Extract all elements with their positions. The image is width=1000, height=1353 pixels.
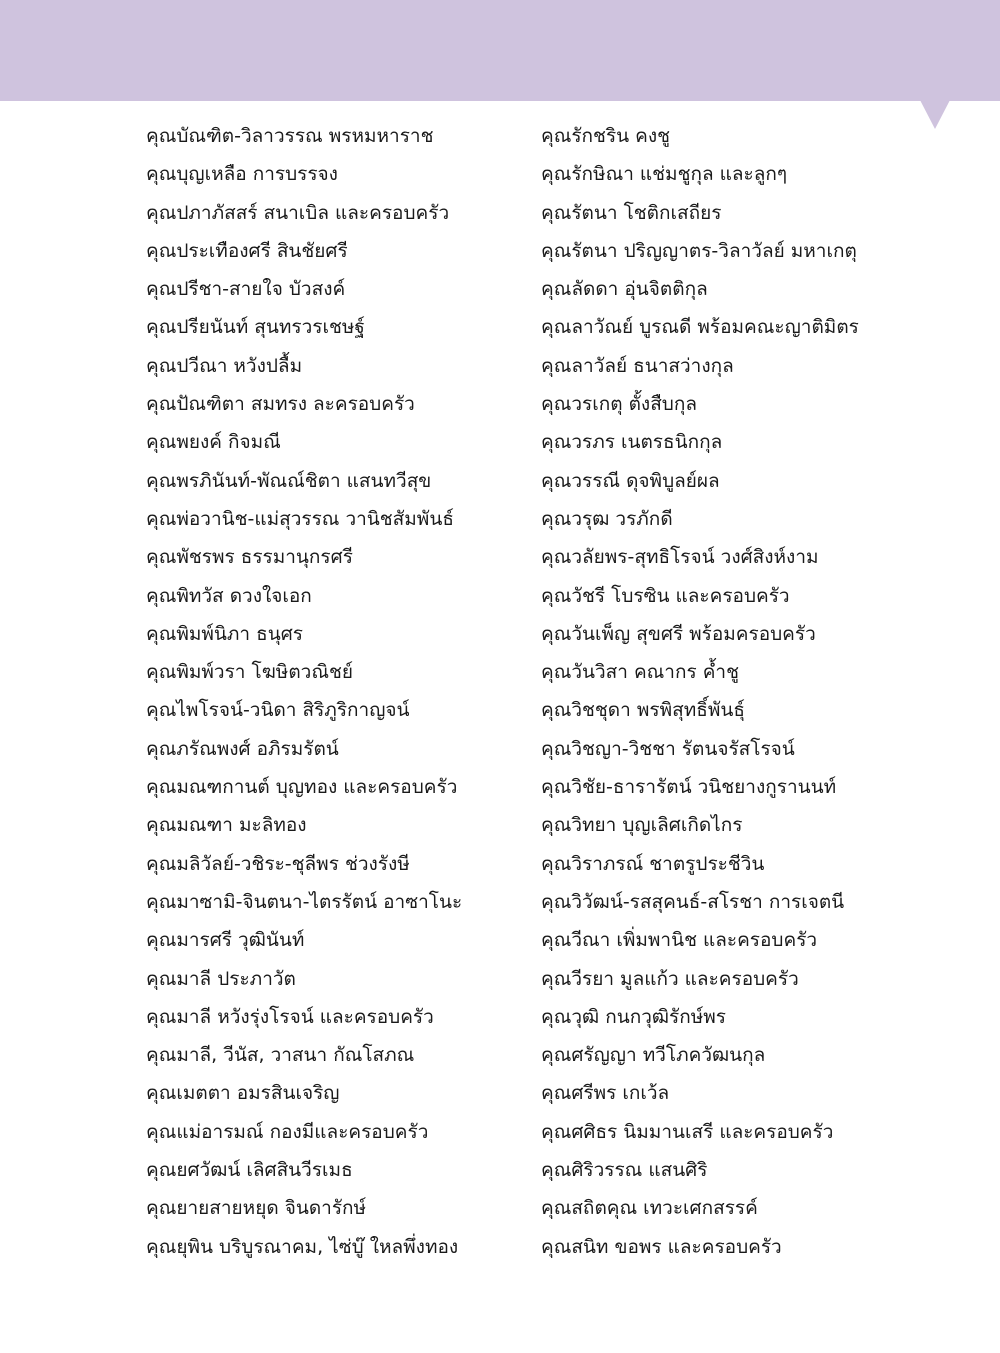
name-entry: คุณพัชรพร ธรรมานุกรศรี	[146, 546, 353, 569]
name-entry: คุณวลัยพร-สุทธิโรจน์ วงศ์สิงห์งาม	[541, 546, 819, 569]
name-entry: คุณบัณฑิต-วิลาวรรณ พรหมหาราช	[146, 125, 434, 147]
name-entry: คุณพิมพ์วรา โฆษิตวณิชย์	[146, 661, 353, 684]
name-entry: คุณรักษิณา แช่มชูกุล และลูกๆ	[541, 163, 788, 186]
name-entry: คุณรัตนา โชติกเสถียร	[541, 201, 722, 224]
name-entry: คุณวันวิสา คณากร ค้ำชู	[541, 661, 739, 684]
name-entry: คุณยุพิน บริบูรณาคม, ไซ่บู๊ ใหลพึ่งทอง	[146, 1235, 459, 1258]
name-entry: คุณวิทยา บุญเลิศเกิดไกร	[541, 814, 743, 837]
name-entry: คุณพิมพ์นิภา ธนุศร	[146, 622, 303, 645]
name-entry: คุณวิชญา-วิชชา รัตนจรัสโรจน์	[541, 737, 795, 760]
name-entry: คุณมณฑกานต์ บุญทอง และครอบครัว	[146, 776, 458, 799]
name-entry: คุณศรีพร เกเว้ล	[541, 1082, 670, 1105]
names-list-left	[146, 117, 506, 1266]
name-entry: คุณวรรณี ดุจพิบูลย์ผล	[541, 469, 720, 492]
name-entry: คุณศิริวรรณ แสนศิริ	[541, 1159, 708, 1182]
name-entry: คุณภรัณพงศ์ อภิรมรัตน์	[146, 737, 339, 760]
name-entry: คุณลัดดา อุ่นจิตติกุล	[541, 278, 708, 301]
name-entry: คุณสนิท ขอพร และครอบครัว	[541, 1235, 782, 1258]
name-entry: คุณสถิตคุณ เทวะเศกสรรค์	[541, 1197, 758, 1220]
name-entry: คุณยศวัฒน์ เลิศสินวีรเมธ	[146, 1159, 353, 1182]
name-entry: คุณวรภร เนตรธนิกกุล	[541, 431, 723, 454]
name-entry: คุณไพโรจน์-วนิดา สิริภูริกาญจน์	[146, 699, 410, 722]
name-entry: คุณวรเกตุ ตั้งสืบกุล	[541, 393, 698, 416]
name-entry: คุณมาซามิ-จินตนา-ไตรรัตน์ อาซาโนะ	[146, 890, 463, 913]
name-entry: คุณปวีณา หวังปลื้ม	[146, 354, 303, 377]
name-entry: คุณปัณฑิตา สมทรง ละครอบครัว	[146, 393, 415, 416]
name-entry: คุณพ่อวานิช-แม่สุวรรณ วานิชสัมพันธ์	[146, 507, 454, 530]
name-entry: คุณวิชชุดา พรพิสุทธิ์พันธุ์	[541, 699, 745, 722]
top-banner	[0, 0, 1000, 101]
name-entry: คุณประเทืองศรี สินชัยศรี	[146, 239, 348, 262]
name-entry: คุณเมตตา อมรสินเจริญ	[146, 1082, 340, 1105]
name-entry: คุณปรียนันท์ สุนทรวรเชษฐ์	[146, 316, 365, 339]
name-entry: คุณรัตนา ปริญญาตร-วิลาวัลย์ มหาเกตุ	[541, 239, 857, 262]
name-entry: คุณมาลี, วีนัส, วาสนา กัณโสภณ	[146, 1044, 415, 1067]
name-entry: คุณพยงค์ กิจมณี	[146, 431, 281, 454]
name-entry: คุณวรุฒ วรภักดี	[541, 507, 673, 530]
name-entry: คุณมารศรี วุฒินันท์	[146, 929, 305, 952]
name-entry: คุณลาวัลย์ ธนาสว่างกุล	[541, 354, 734, 377]
name-entry: คุณวุฒิ กนกวุฒิรักษ์พร	[541, 1005, 726, 1028]
name-entry: คุณศศิธร นิมมานเสรี และครอบครัว	[541, 1120, 834, 1143]
name-entry: คุณปภาภัสสร์ สนาเบิล และครอบครัว	[146, 201, 450, 224]
names-list-right	[541, 117, 961, 1266]
name-entry: คุณวีณา เพิ่มพานิช และครอบครัว	[541, 929, 818, 952]
name-entry: คุณรักชริน คงชู	[541, 125, 671, 147]
name-entry: คุณวีรยา มูลแก้ว และครอบครัว	[541, 967, 799, 990]
name-entry: คุณปรีชา-สายใจ บัวสงค์	[146, 278, 346, 301]
name-entry: คุณวิชัย-ธารารัตน์ วนิชยางกูรานนท์	[541, 776, 837, 799]
name-entry: คุณพิทวัส ดวงใจเอก	[146, 584, 312, 607]
name-entry: คุณวิวัฒน์-รสสุคนธ์-สโรชา การเจตนี	[541, 890, 845, 913]
name-entry: คุณลาวัณย์ บูรณดี พร้อมคณะญาติมิตร	[541, 316, 859, 339]
name-entry: คุณมณฑา มะลิทอง	[146, 814, 307, 837]
name-entry: คุณแม่อารมณ์ กองมีและครอบครัว	[146, 1120, 429, 1143]
name-entry: คุณวัชรี โบรซิน และครอบครัว	[541, 584, 790, 607]
name-entry: คุณวันเพ็ญ สุขศรี พร้อมครอบครัว	[541, 622, 816, 645]
name-entry: คุณศรัญญา ทวีโภควัฒนกุล	[541, 1044, 766, 1067]
name-entry: คุณมาลี ประภาวัต	[146, 967, 296, 990]
name-entry: คุณมาลี หวังรุ่งโรจน์ และครอบครัว	[146, 1005, 434, 1028]
name-entry: คุณวิราภรณ์ ชาตรูประชีวิน	[541, 852, 765, 875]
name-entry: คุณยายสายหยุด จินดารักษ์	[146, 1197, 367, 1220]
name-entry: คุณมลิวัลย์-วชิระ-ชุลีพร ช่วงรังษี	[146, 852, 410, 875]
name-entry: คุณบุญเหลือ การบรรจง	[146, 163, 338, 186]
name-entry: คุณพรภินันท์-พัณณ์ชิตา แสนทวีสุข	[146, 469, 432, 492]
